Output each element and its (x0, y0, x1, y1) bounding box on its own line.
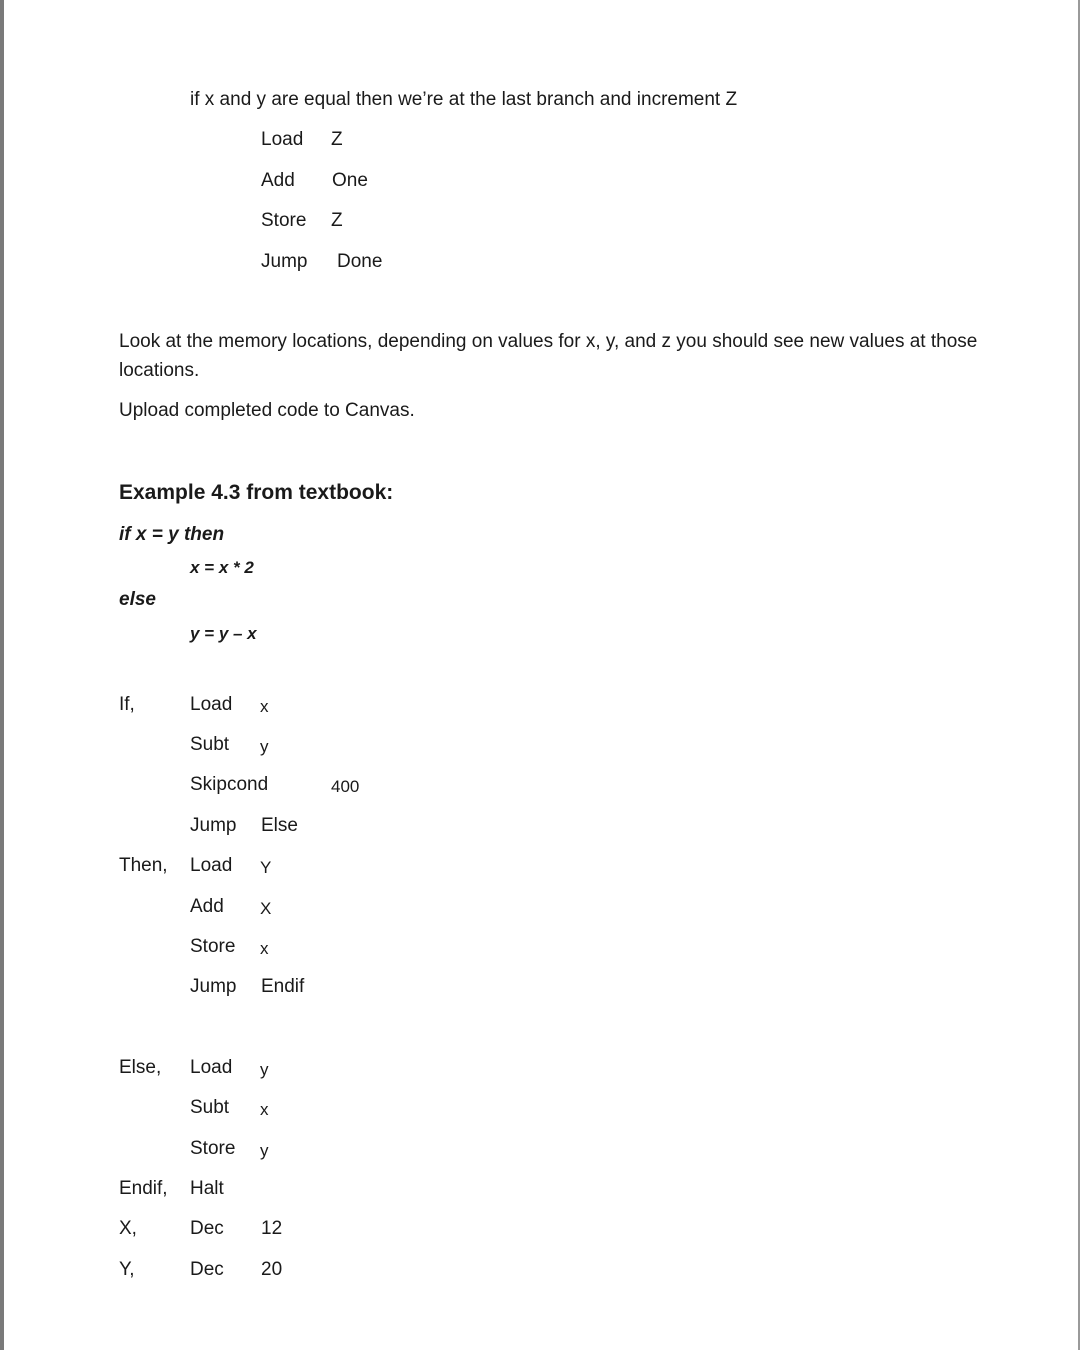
asm-op: Halt (190, 1178, 224, 1199)
top-code-arg: Done (337, 251, 383, 272)
top-code-op: Store (261, 210, 307, 231)
top-code-arg: Z (331, 129, 343, 150)
pseudo-if-line: if x = y then (119, 524, 225, 545)
paragraph-upload: Upload completed code to Canvas. (119, 400, 415, 421)
page-border-left (0, 0, 4, 1350)
asm-arg: y (260, 737, 269, 756)
asm-op: Jump (190, 976, 237, 997)
asm-arg: X (260, 899, 272, 918)
asm-label: Y, (119, 1259, 135, 1280)
asm-arg: x (260, 697, 269, 716)
asm-label: If, (119, 694, 135, 715)
asm-arg: 20 (261, 1259, 283, 1280)
pseudo-else-statement: y = y – x (190, 624, 257, 643)
asm-op: Load (190, 694, 233, 715)
pseudo-then-statement: x = x * 2 (190, 558, 254, 577)
asm-arg: x (260, 1100, 269, 1119)
asm-op: Dec (190, 1259, 224, 1280)
asm-op: Load (190, 855, 233, 876)
paragraph-memory: Look at the memory locations, depending on values for x, y, and z you should see new values at those locations. (119, 331, 978, 381)
intro-line: if x and y are equal then we’re at the last branch and increment Z (190, 89, 738, 110)
asm-label: X, (119, 1218, 137, 1239)
asm-label: Endif, (119, 1178, 168, 1199)
asm-op: Dec (190, 1218, 224, 1239)
asm-label: Then, (119, 855, 168, 876)
top-code-op: Add (261, 170, 295, 191)
asm-op: Store (190, 936, 236, 957)
asm-arg: 400 (331, 777, 360, 796)
asm-label: Else, (119, 1057, 162, 1078)
example-heading: Example 4.3 from textbook: (119, 481, 394, 504)
asm-arg: x (260, 939, 269, 958)
asm-op: Store (190, 1138, 236, 1159)
asm-op: Jump (190, 815, 237, 836)
asm-op: Load (190, 1057, 233, 1078)
asm-arg: y (260, 1060, 269, 1079)
top-code-arg: One (332, 170, 368, 191)
top-code-arg: Z (331, 210, 343, 231)
top-code-op: Jump (261, 251, 308, 272)
asm-arg: y (260, 1141, 269, 1160)
asm-op: Add (190, 896, 224, 917)
asm-arg: Y (260, 858, 272, 877)
asm-arg: Else (261, 815, 298, 836)
asm-op: Skipcond (190, 774, 269, 795)
top-code-op: Load (261, 129, 304, 150)
asm-arg: Endif (261, 976, 305, 997)
asm-arg: 12 (261, 1218, 283, 1239)
asm-op: Subt (190, 734, 230, 755)
pseudo-else-keyword: else (119, 589, 156, 610)
asm-op: Subt (190, 1097, 230, 1118)
